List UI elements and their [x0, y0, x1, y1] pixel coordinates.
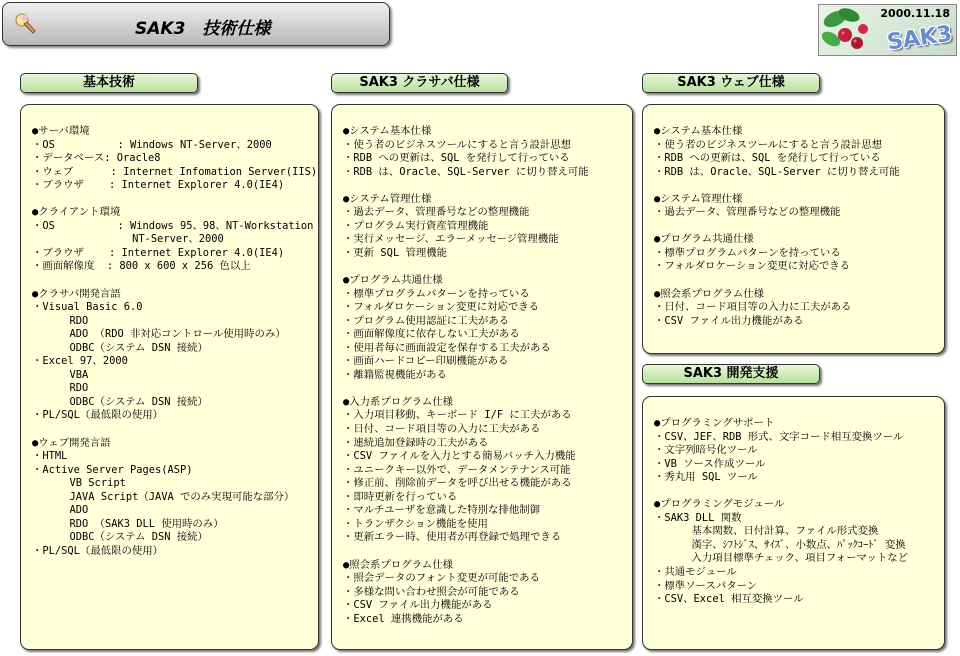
heading-kaihatsu: SAK3 開発支援	[642, 364, 820, 384]
list-item: RDO （SAK3 DLL 使用時のみ）	[32, 517, 224, 530]
list-item: ・修正前、削除前データを呼び出せる機能がある	[343, 477, 572, 490]
list-item: ・更新エラー時、使用者が再登録で処理できる	[343, 531, 562, 544]
list-item: ・使う者のビジネスツールにすると言う設計思想	[343, 138, 572, 151]
subsection-heading: ●プログラム共通仕様	[343, 274, 443, 287]
subsection-heading: ●入力系プログラム仕様	[343, 395, 454, 408]
list-item: 漢字、ｼﾌﾄｼﾞｽ、ｻｲｽﾞ、小数点、ﾊﾟｯｸｺｰﾄﾞ 変換	[654, 538, 906, 551]
list-item: ・画面解像度に依存しない工夫がある	[343, 328, 520, 341]
subsection-heading: ●プログラミングサポート	[654, 417, 775, 429]
spacer	[343, 382, 632, 396]
list-item: ・ユニークキー以外で、データメンテナンス可能	[343, 463, 571, 476]
list-item: ・RDB は、Oracle、SQL-Server に切り替え可能	[654, 165, 900, 178]
list-item: ・Excel 97、2000	[32, 355, 128, 368]
list-item: ・使う者のビジネスツールにすると言う設計思想	[654, 138, 883, 151]
list-item: ・PL/SQL（最低限の使用）	[32, 544, 164, 557]
ice-cream-icon	[13, 11, 39, 41]
list-item: ・CSV、Excel 相互変換ツール	[654, 593, 804, 606]
list-item: ・HTML	[32, 450, 68, 463]
list-item: ・標準ソースパターン	[654, 579, 758, 592]
list-item: VBA	[32, 368, 89, 381]
spacer	[343, 260, 632, 274]
list-item: ・画面解像度 : 800 x 600 x 256 色以上	[32, 260, 251, 273]
subsection-heading: ●プログラミングモジュール	[654, 498, 785, 511]
list-item: ・標準プログラムパターンを持っている	[343, 287, 530, 300]
list-item: ・即時更新を行っている	[343, 490, 458, 503]
list-item: ・Excel 連携機能がある	[343, 612, 464, 625]
spacer	[654, 179, 944, 193]
list-item: RDO	[32, 382, 89, 395]
list-item: ・OS : Windows 95、98、NT-Workstation	[32, 219, 314, 232]
list-item: 基本関数、日付計算、ファイル形式変換	[654, 525, 879, 538]
list-item: ・PL/SQL（最低限の使用）	[32, 409, 164, 422]
spacer	[32, 274, 318, 288]
list-item: ・OS : Windows NT-Server、2000	[32, 138, 272, 151]
raspberry-leaves-icon	[819, 5, 889, 57]
list-item: ・ウェブ : Internet Infomation Server(IIS)	[32, 165, 318, 178]
subsection-heading: ●システム管理仕様	[654, 192, 743, 205]
list-item: ・共通モジュール	[654, 566, 737, 579]
spacer	[654, 274, 944, 288]
title-bar	[2, 2, 390, 46]
list-item: ・RDB への更新は、SQL を発行して行っている	[654, 152, 881, 165]
spacer	[32, 423, 318, 437]
list-item: ・RDB は、Oracle、SQL-Server に切り替え可能	[343, 165, 589, 178]
panel-web	[642, 104, 945, 354]
spacer	[343, 545, 632, 559]
list-item: JAVA Script（JAVA でのみ実現可能な部分）	[32, 490, 295, 503]
list-item: ・CSV ファイル出力機能がある	[343, 599, 493, 612]
panel-kihon	[20, 104, 319, 650]
heading-kihon: 基本技術	[20, 73, 198, 93]
panel-kaihatsu	[642, 396, 945, 650]
list-item: ・CSV ファイル出力機能がある	[654, 314, 804, 327]
list-item: 入力項目標準チェック、項目フォーマットなど	[654, 552, 909, 565]
list-item: ・離籍監視機能がある	[343, 368, 447, 381]
list-item: ・更新 SQL 管理機能	[343, 246, 448, 259]
list-item: ・RDB への更新は、SQL を発行して行っている	[343, 152, 570, 165]
list-item: ・画面ハードコピー印刷機能がある	[343, 355, 509, 368]
date-logo-box	[818, 4, 957, 56]
list-item: ・VB ソース作成ツール	[654, 457, 766, 470]
list-item: ・秀丸用 SQL ツール	[654, 471, 758, 484]
spacer	[32, 193, 318, 207]
list-item: ・ブラウザ : Internet Explorer 4.0(IE4)	[32, 246, 285, 259]
list-item: ・過去データ、管理番号などの整理機能	[654, 206, 841, 219]
panel-kurasaba	[331, 104, 633, 650]
subsection-heading: ●クラサバ開発言語	[32, 287, 121, 300]
list-item: ・過去データ、管理番号などの整理機能	[343, 206, 530, 219]
subsection-heading: ●クライアント環境	[32, 206, 121, 219]
subsection-heading: ●照会系プログラム仕様	[654, 287, 765, 300]
spacer	[654, 220, 944, 234]
subsection-heading: ●照会系プログラム仕様	[343, 558, 454, 571]
subsection-heading: ●プログラム共通仕様	[654, 233, 754, 246]
subsection-heading: ●サーバ環境	[32, 125, 90, 137]
subsection-heading: ●システム基本仕様	[343, 125, 432, 137]
list-item: ODBC（システム DSN 接続）	[32, 341, 208, 354]
list-item: ADO	[32, 504, 89, 517]
subsection-heading: ●システム基本仕様	[654, 125, 743, 137]
list-item: ・ブラウザ : Internet Explorer 4.0(IE4)	[32, 179, 285, 192]
sak3-logo: SAK3	[885, 21, 954, 56]
list-item: ・連続追加登録時の工夫がある	[343, 436, 489, 449]
list-item: ・CSV ファイルを入力とする簡易バッチ入力機能	[343, 450, 576, 463]
date-label: 2000.11.18	[880, 7, 950, 20]
list-item: ・入力項目移動、キーボード I/F に工夫がある	[343, 409, 572, 422]
list-item: ・照会データのフォント変更が可能である	[343, 572, 540, 585]
list-item: ODBC（システム DSN 接続）	[32, 395, 208, 408]
subsection-heading: ●システム管理仕様	[343, 192, 432, 205]
heading-web: SAK3 ウェブ仕様	[642, 73, 820, 93]
heading-kurasaba: SAK3 クラサバ仕様	[331, 73, 508, 93]
list-item: ・フォルダロケーション変更に対応できる	[343, 301, 540, 314]
list-item: VB Script	[32, 477, 126, 490]
list-item: ・フォルダロケーション変更に対応できる	[654, 260, 851, 273]
list-item: ・Visual Basic 6.0	[32, 301, 143, 314]
list-item: ・標準プログラムパターンを持っている	[654, 246, 841, 259]
list-item: ・多様な問い合わせ照会が可能である	[343, 585, 520, 598]
spacer	[343, 179, 632, 193]
list-item: ・プログラム実行資産管理機能	[343, 219, 489, 232]
list-item: ・日付、コード項目等の入力に工夫がある	[654, 301, 852, 314]
list-item: ADO （RDO 非対応コントロール使用時のみ）	[32, 328, 286, 341]
list-item: ・SAK3 DLL 関数	[654, 511, 742, 524]
list-item: ・Active Server Pages(ASP)	[32, 463, 193, 476]
list-item: NT-Server、2000	[32, 233, 224, 246]
spacer	[654, 485, 944, 499]
list-item: ・実行メッセージ、エラーメッセージ管理機能	[343, 233, 559, 246]
list-item: ODBC（システム DSN 接続）	[32, 531, 208, 544]
list-item: ・CSV、JEF、RDB 形式、文字コード相互変換ツール	[654, 430, 904, 443]
list-item: ・使用者毎に画面設定を保存する工夫がある	[343, 341, 551, 354]
list-item: ・プログラム使用認証に工夫がある	[343, 314, 510, 327]
page-title: SAK3 技術仕様	[135, 19, 271, 39]
list-item: ・マルチユーザを意識した特別な排他制御	[343, 504, 541, 517]
list-item: ・日付、コード項目等の入力に工夫がある	[343, 423, 541, 436]
subsection-heading: ●ウェブ開発言語	[32, 436, 111, 449]
list-item: ・データベース: Oracle8	[32, 152, 161, 165]
list-item: ・文字列暗号化ツール	[654, 444, 758, 457]
list-item: RDO	[32, 314, 89, 327]
list-item: ・トランザクション機能を使用	[343, 517, 488, 530]
